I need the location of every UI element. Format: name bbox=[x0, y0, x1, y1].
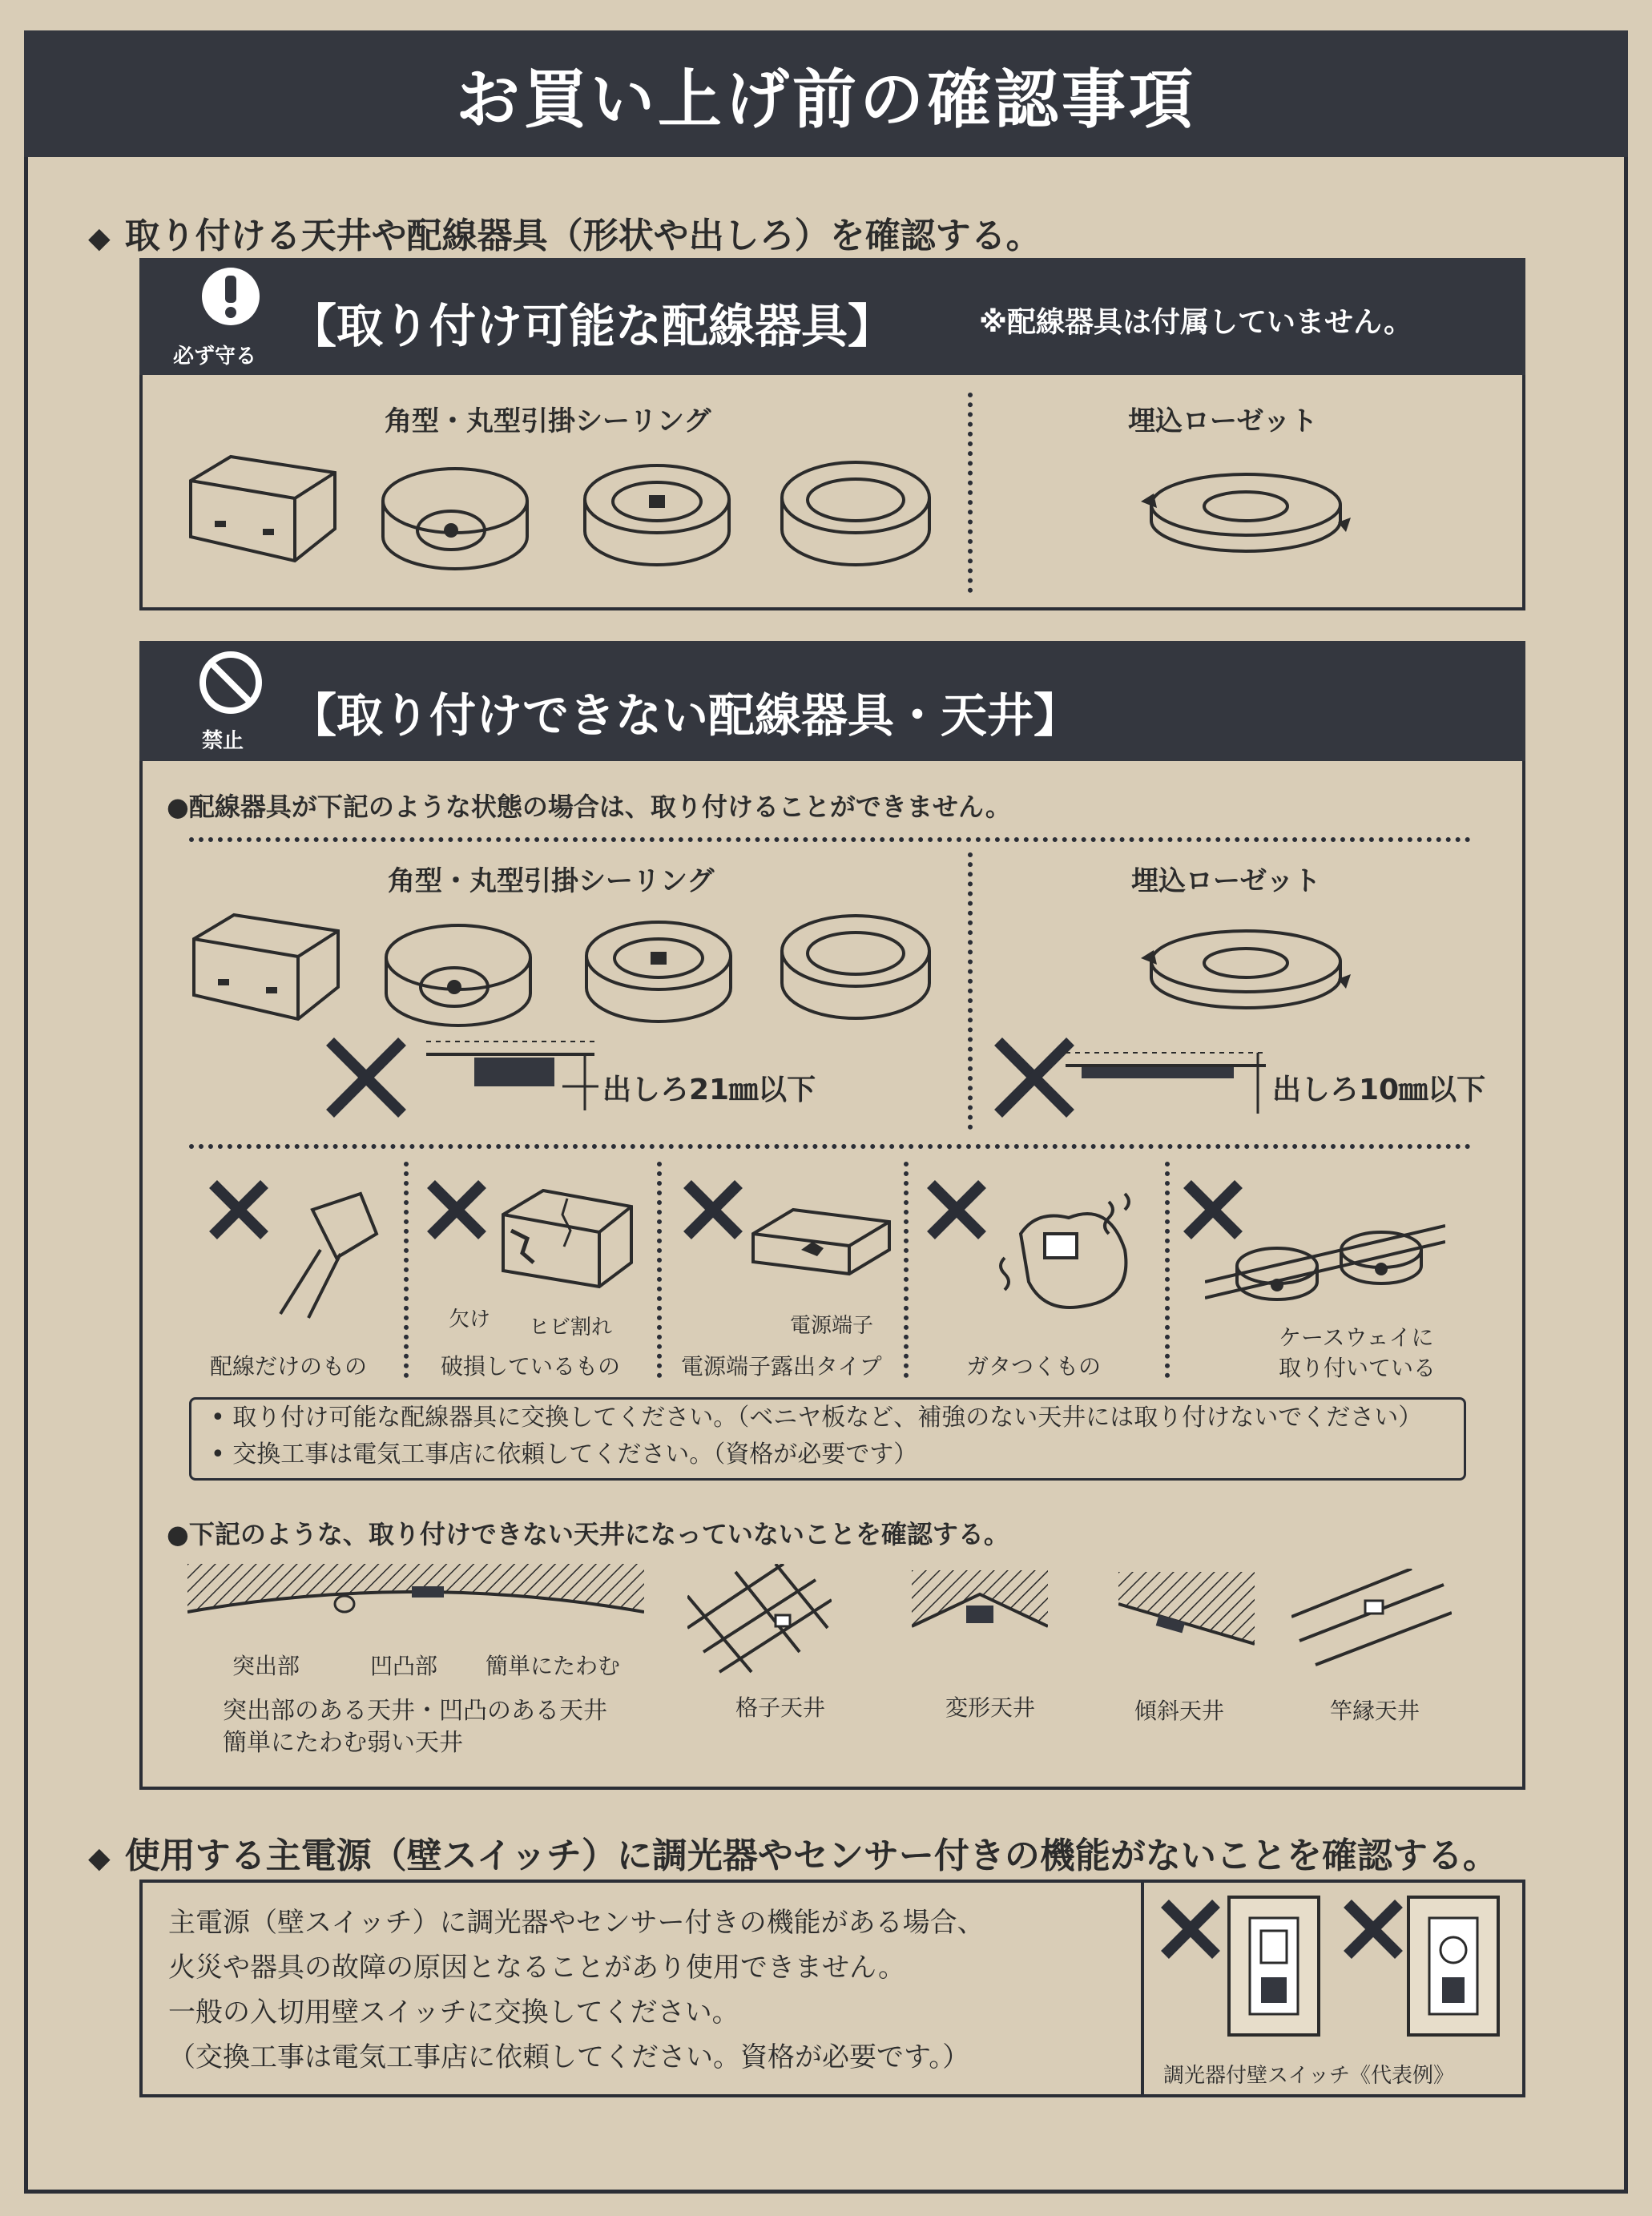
sag-callout: 簡単にたわむ bbox=[486, 1653, 621, 1679]
square-ceiling-icon bbox=[183, 449, 343, 569]
ceiling-desc-line1: 突出部のある天井・凹凸のある天井 bbox=[223, 1697, 607, 1725]
bad-item-caption: 破損しているもの bbox=[441, 1353, 621, 1380]
dimmer-switch-dial-icon bbox=[1405, 1894, 1501, 2038]
ceiling-type-batten: 竿縁天井 bbox=[1330, 1698, 1420, 1724]
x-mark-icon bbox=[1341, 1897, 1405, 1961]
section1-box-title: 【取り付け可能な配線器具】 bbox=[290, 299, 895, 353]
section2-divider-top bbox=[189, 837, 1471, 842]
section2-box-title: 【取り付けできない配線器具・天井】 bbox=[290, 688, 1081, 743]
batten-ceiling-icon bbox=[1291, 1569, 1452, 1673]
section3-body-line: 一般の入切用壁スイッチに交換してください。 bbox=[168, 1996, 739, 2029]
x-mark-icon bbox=[681, 1178, 745, 1242]
unevenness-callout: 凹凸部 bbox=[370, 1653, 438, 1679]
diamond-bullet-icon: ◆ bbox=[88, 222, 111, 255]
round-ceiling-icon-a bbox=[375, 457, 535, 577]
ng-ceiling-group-label: 角型・丸型引掛シーリング bbox=[388, 865, 715, 897]
section1-note: ※配線器具は付属していません。 bbox=[979, 306, 1413, 339]
bad-items-divider-4 bbox=[1165, 1162, 1170, 1378]
x-mark-icon bbox=[322, 1033, 410, 1122]
bad-item-caption-line1: ケースウェイに bbox=[1279, 1324, 1434, 1351]
projection-21mm-diagram bbox=[426, 1038, 602, 1118]
ceiling-desc-line2: 簡単にたわむ弱い天井 bbox=[223, 1729, 463, 1757]
lattice-ceiling-icon bbox=[687, 1564, 832, 1676]
notice-box bbox=[189, 1397, 1466, 1481]
crack-callout: ヒビ割れ bbox=[529, 1315, 613, 1340]
bad-items-divider-2 bbox=[657, 1162, 662, 1378]
section2-divider-bottom bbox=[189, 1144, 1471, 1149]
bad-items-divider-3 bbox=[904, 1162, 909, 1378]
bad-item-caption: ガタつくもの bbox=[966, 1353, 1102, 1380]
diamond-bullet-icon: ◆ bbox=[88, 1842, 111, 1875]
title-bar bbox=[24, 30, 1628, 157]
section3-body-line: （交換工事は電気工事店に依頼してください。資格が必要です。） bbox=[168, 2041, 970, 2073]
section3-body-line: 火災や器具の故障の原因となることがあり使用できません。 bbox=[168, 1952, 906, 1984]
section1-heading-text: 取り付ける天井や配線器具（形状や出しろ）を確認する。 bbox=[124, 216, 1042, 256]
ceiling-type-lattice: 格子天井 bbox=[735, 1694, 826, 1721]
prohibited-icon bbox=[197, 649, 264, 716]
exposed-terminal-icon bbox=[745, 1202, 897, 1290]
section2-intro: ●配線器具が下記のような状態の場合は、取り付けることができません。 bbox=[167, 792, 1011, 822]
x-mark-icon bbox=[925, 1178, 989, 1242]
ceiling-intro: ●下記のような、取り付けできない天井になっていないことを確認する。 bbox=[167, 1519, 1009, 1549]
section3-divider bbox=[1141, 1880, 1144, 2097]
section3-body-line: 主電源（壁スイッチ）に調光器やセンサー付きの機能がある場合、 bbox=[168, 1907, 985, 1939]
embedded-rosette-icon bbox=[1138, 465, 1354, 569]
ng-embedded-rosette-icon bbox=[1138, 921, 1354, 1025]
bad-item-caption: 配線だけのもの bbox=[210, 1353, 368, 1380]
switch-caption: 調光器付壁スイッチ《代表例》 bbox=[1163, 2064, 1454, 2088]
bad-item-caption-line2: 取り付いている bbox=[1279, 1355, 1436, 1381]
right-limit-label: 出しろ10㎜以下 bbox=[1272, 1074, 1486, 1106]
round-ceiling-icon-c bbox=[776, 453, 936, 574]
section1-divider bbox=[968, 393, 973, 593]
round-ceiling-icon-b bbox=[577, 455, 737, 575]
section3-heading bbox=[88, 1827, 1498, 1878]
notice-line: • 交換工事は電気工事店に依頼してください。（資格が必要です） bbox=[211, 1440, 918, 1469]
terminal-callout: 電源端子 bbox=[790, 1314, 874, 1338]
ng-rosette-group-label: 埋込ローゼット bbox=[1131, 865, 1321, 897]
irregular-ceiling-icon bbox=[912, 1570, 1048, 1650]
sloped-ceiling-icon bbox=[1118, 1572, 1255, 1660]
protrusion-callout: 突出部 bbox=[232, 1653, 300, 1679]
caseway-mounted-icon bbox=[1205, 1218, 1445, 1322]
x-mark-icon bbox=[207, 1178, 271, 1242]
section1-heading bbox=[88, 207, 1042, 258]
ng-square-ceiling-icon bbox=[186, 907, 346, 1027]
ng-round-ceiling-icon-a bbox=[378, 913, 538, 1033]
page-title: お買い上げ前の確認事項 bbox=[456, 62, 1196, 137]
ok-rosette-group-label: 埋込ローゼット bbox=[1128, 405, 1318, 437]
x-mark-icon bbox=[425, 1178, 489, 1242]
prohibited-caption: 禁止 bbox=[202, 729, 244, 753]
ng-round-ceiling-icon-c bbox=[776, 907, 936, 1027]
x-mark-icon bbox=[1158, 1897, 1223, 1961]
ng-round-ceiling-icon-b bbox=[578, 912, 739, 1032]
notice-line: • 取り付け可能な配線器具に交換してください。（ベニヤ板など、補強のない天井には取り付けないでください） bbox=[211, 1404, 1423, 1432]
ceiling-type-irregular: 変形天井 bbox=[945, 1694, 1036, 1721]
ceiling-type-sloped: 傾斜天井 bbox=[1134, 1698, 1225, 1724]
ok-ceiling-group-label: 角型・丸型引掛シーリング bbox=[385, 405, 711, 437]
uneven-ceiling-diagram bbox=[187, 1564, 644, 1636]
projection-10mm-diagram bbox=[1066, 1042, 1274, 1122]
must-follow-caption: 必ず守る bbox=[173, 344, 257, 369]
section3-heading-text: 使用する主電源（壁スイッチ）に調光器やセンサー付きの機能がないことを確認する。 bbox=[124, 1835, 1498, 1876]
bad-item-caption: 電源端子露出タイプ bbox=[681, 1353, 882, 1380]
section2-divider-mid bbox=[968, 852, 973, 1130]
chip-callout: 欠け bbox=[449, 1307, 491, 1332]
left-limit-label: 出しろ21㎜以下 bbox=[602, 1074, 816, 1106]
bad-items-divider-1 bbox=[404, 1162, 409, 1378]
exclamation-icon bbox=[199, 264, 263, 332]
loose-fixture-hand-icon bbox=[989, 1186, 1149, 1322]
damaged-ceiling-icon bbox=[495, 1183, 639, 1303]
dimmer-switch-slider-icon bbox=[1226, 1894, 1322, 2038]
bare-wire-icon bbox=[264, 1186, 385, 1322]
